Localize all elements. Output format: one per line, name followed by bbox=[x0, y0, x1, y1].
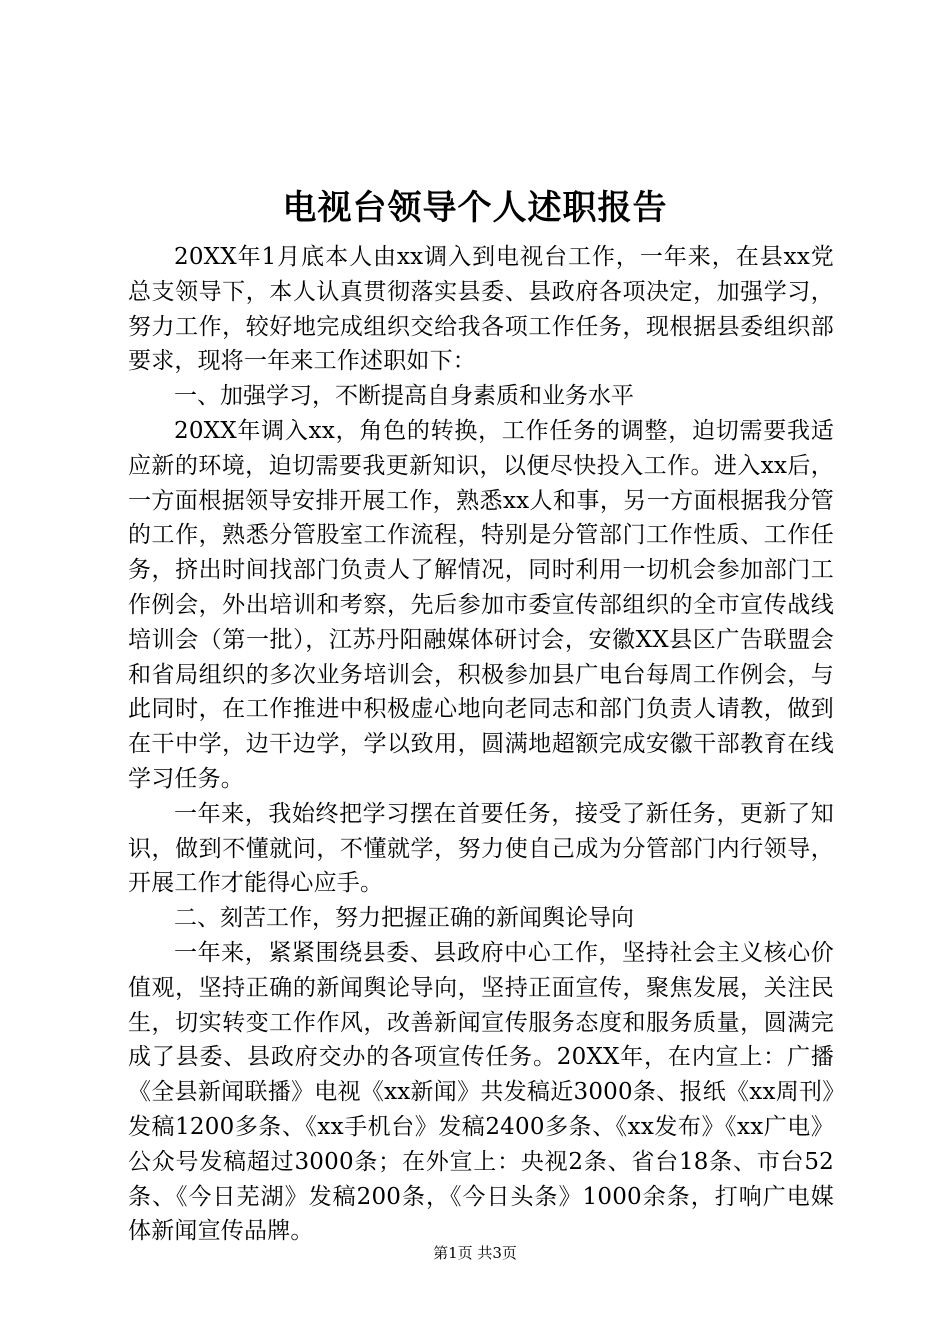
section-heading-1: 一、加强学习，不断提高自身素质和业务水平 bbox=[174, 383, 634, 410]
paragraph-intro: 20XX年1月底本人由xx调入到电视台工作，一年来，在县xx党总支领导下，本人认真贯彻落实县委、县政府各项决定，加强学习，努力工作，较好地完成组织交给我各项工作任务，现根据县委组织部要求，现将一年来工作述职如下： bbox=[128, 244, 834, 375]
document-title: 电视台领导个人述职报告 bbox=[282, 188, 668, 228]
document-body bbox=[128, 240, 834, 1249]
page-number-footer: 第1页 共3页 bbox=[433, 1244, 517, 1262]
paragraph-study-summary: 一年来，我始终把学习摆在首要任务，接受了新任务，更新了知识，做到不懂就问，不懂就学，努力使自己成为分管部门内行领导，开展工作才能得心应手。 bbox=[128, 800, 834, 897]
paragraph-work: 一年来，紧紧围绕县委、县政府中心工作，坚持社会主义核心价值观，坚持正确的新闻舆论导向，坚持正面宣传，聚焦发展，关注民生，切实转变工作作风，改善新闻宣传服务态度和服务质量，圆满完成了县委、县政府交办的各项宣传任务。20XX年，在内宣上：广播《全县新闻联播》电视《xx新闻》共发稿近3000条、报纸《xx周刊》发稿1200多条、《xx手机台》发稿2400多条、《xx发布》《xx广电》公众号发稿超过3000条；在外宣上：央视2条、省台18条、市台52条、《今日芜湖》发稿200条，《今日头条》1000余条，打响广电媒体新闻宣传品牌。 bbox=[128, 939, 834, 1245]
paragraph-study: 20XX年调入xx，角色的转换，工作任务的调整，迫切需要我适应新的环境，迫切需要我更新知识，以便尽快投入工作。进入xx后，一方面根据领导安排开展工作，熟悉xx人和事，另一方面根据我分管的工作，熟悉分管股室工作流程，特别是分管部门工作性质、工作任务，挤出时间找部门负责人了解情况，同时利用一切机会参加部门工作例会，外出培训和考察，先后参加市委宣传部组织的全市宣传战线培训会（第一批），江苏丹阳融媒体研讨会，安徽XX县区广告联盟会和省局组织的多次业务培训会，积极参加县广电台每周工作例会，与此同时，在工作推进中积极虚心地向老同志和部门负责人请教，做到在干中学，边干边学，学以致用，圆满地超额完成安徽干部教育在线学习任务。 bbox=[128, 417, 834, 792]
section-heading-2: 二、刻苦工作，努力把握正确的新闻舆论导向 bbox=[174, 905, 634, 932]
